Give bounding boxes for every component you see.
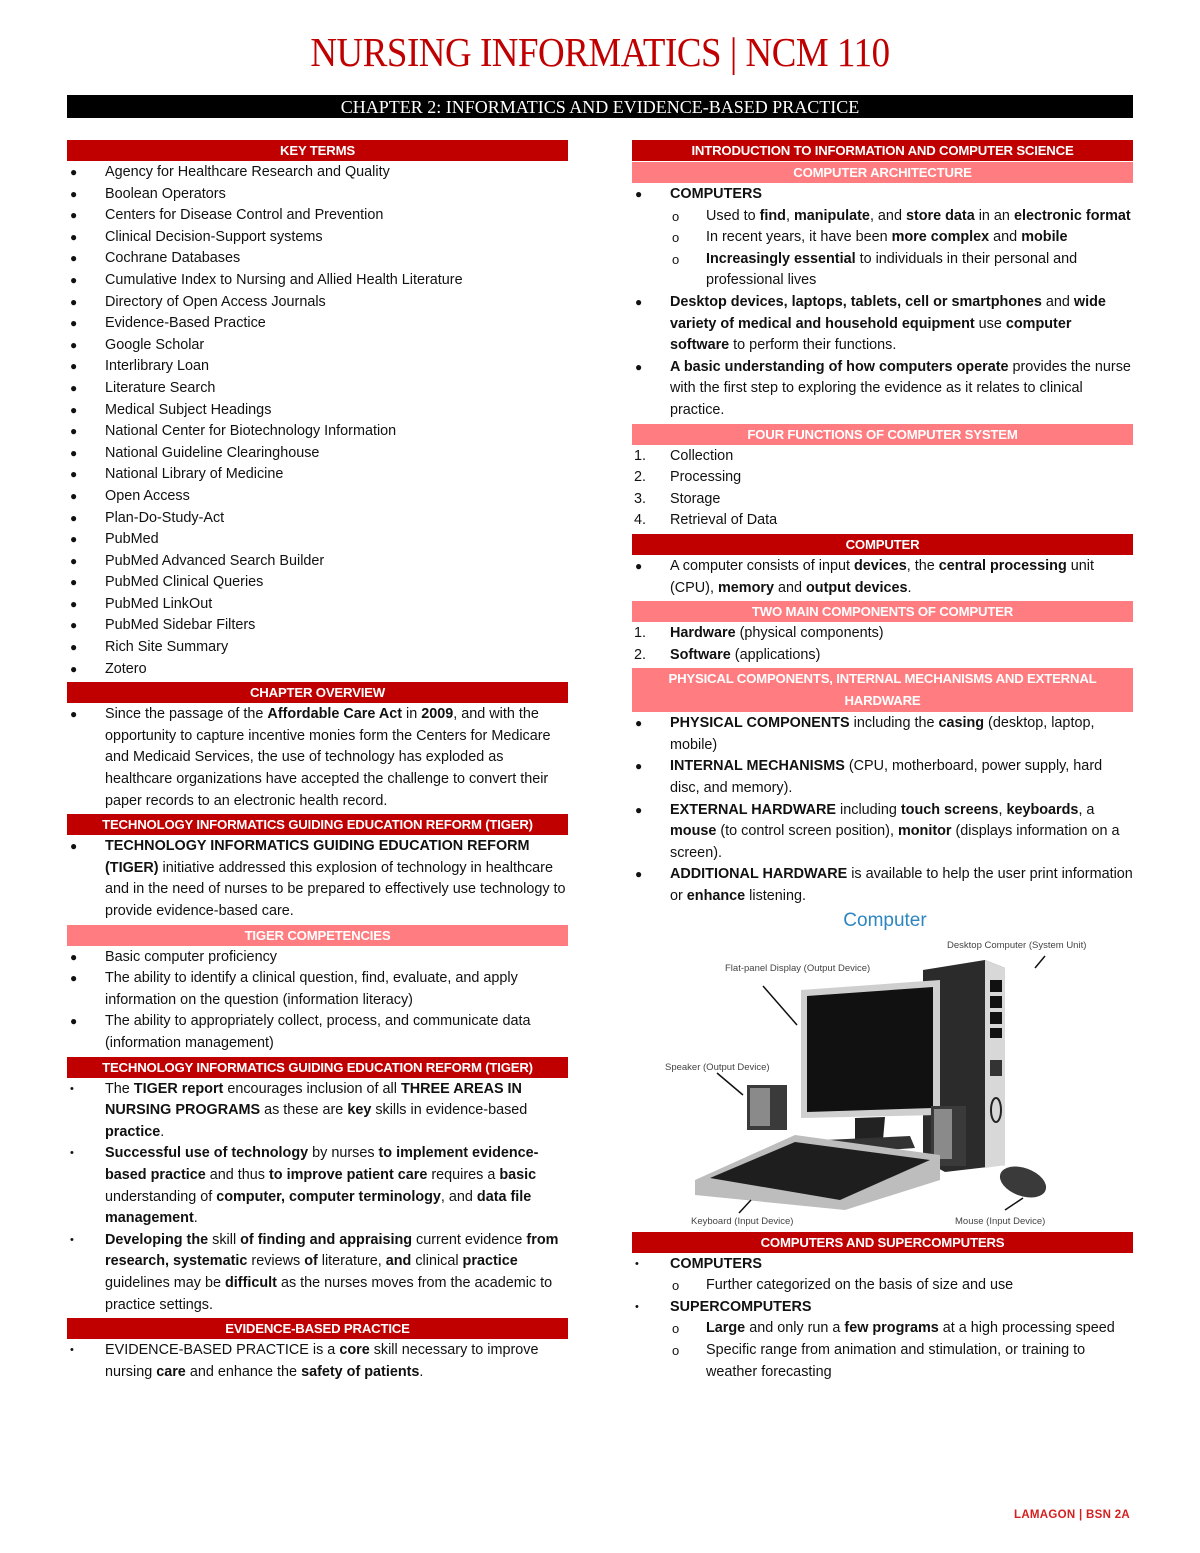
- bullet-icon: ●: [635, 867, 643, 882]
- list-item: 1. Collection: [634, 447, 734, 464]
- sub-list-item: o Large and only run a few programs at a high processing speed: [632, 1318, 1133, 1340]
- bullet-icon: ●: [635, 759, 643, 774]
- bullet-icon: •: [70, 1147, 74, 1160]
- bullet-icon: ●: [70, 707, 78, 722]
- tiger-header: TECHNOLOGY INFORMATICS GUIDING EDUCATION REFORM (TIGER): [67, 814, 568, 835]
- bullet-icon: ●: [635, 359, 643, 374]
- physical-components-header: PHYSICAL COMPONENTS, INTERNAL MECHANISMS AND EXTERNAL HARDWARE: [632, 668, 1133, 712]
- list-item: • Developing the skill of finding and appraising current evidence from research, systematic reviews of literature, and clinical practice guidelines may be difficult as the nurses moves from the academic to practice settings.: [70, 1231, 559, 1313]
- list-item: ● EXTERNAL HARDWARE including touch screens, keyboards, a mouse (to control screen position), monitor (displays information on a screen).: [635, 801, 1120, 861]
- key-term-item: ● Literature Search: [67, 378, 568, 400]
- mouse-label: Mouse (Input Device): [955, 1215, 1046, 1227]
- key-terms-header: KEY TERMS: [67, 140, 568, 161]
- key-term-item: ● PubMed Advanced Search Builder: [67, 551, 568, 573]
- bullet-icon: ●: [70, 1014, 78, 1029]
- key-terms-list: [67, 162, 568, 680]
- key-term-item: ● PubMed: [67, 529, 568, 551]
- bullet-icon: ●: [70, 839, 78, 854]
- tiger-report-list: [67, 1079, 568, 1317]
- list-item: ● PHYSICAL COMPONENTS including the casing (desktop, laptop, mobile): [635, 715, 1095, 753]
- bullet-icon: ●: [70, 272, 78, 287]
- chapter-overview-list: [67, 704, 568, 812]
- figure-title: Computer: [843, 909, 927, 931]
- bullet-icon: ●: [70, 316, 78, 331]
- computer-header: COMPUTER: [632, 534, 1133, 555]
- list-item: ● COMPUTERS: [632, 184, 1133, 206]
- bullet-icon: ●: [70, 337, 78, 352]
- chapter-overview-header: CHAPTER OVERVIEW: [67, 682, 568, 703]
- key-term-item: ● Centers for Disease Control and Prevention: [67, 205, 568, 227]
- list-item: ● The ability to identify a clinical question, find, evaluate, and apply information on the question (information literacy): [70, 970, 518, 1008]
- bullet-icon: ●: [70, 971, 78, 986]
- computer-architecture-list: [632, 184, 1133, 422]
- key-term-item: ● Medical Subject Headings: [67, 400, 568, 422]
- circle-bullet-icon: o: [672, 208, 680, 224]
- four-functions-list: [632, 446, 1133, 532]
- circle-bullet-icon: o: [672, 1343, 680, 1358]
- list-item: ● Desktop devices, laptops, tablets, cell or smartphones and wide variety of medical and household equipment use computer software to perform their functions.: [635, 293, 1106, 354]
- computer-diagram: [655, 910, 1115, 1228]
- list-item: • COMPUTERS: [632, 1254, 1133, 1276]
- bullet-icon: ●: [70, 208, 78, 223]
- evidence-based-practice-list: [67, 1340, 568, 1383]
- four-functions-header: FOUR FUNCTIONS OF COMPUTER SYSTEM: [632, 424, 1133, 445]
- tiger-report-header: TECHNOLOGY INFORMATICS GUIDING EDUCATION REFORM (TIGER): [67, 1057, 568, 1078]
- list-item: 2. Processing: [634, 469, 742, 486]
- list-item: ● INTERNAL MECHANISMS (CPU, motherboard, power supply, hard disc, and memory).: [635, 758, 1103, 797]
- bullet-icon: •: [70, 1233, 74, 1246]
- two-components-list: [632, 623, 1133, 666]
- key-term-item: ● PubMed Sidebar Filters: [67, 615, 568, 637]
- list-item: 2. Software (applications): [634, 646, 821, 663]
- key-term-item: ● Plan-Do-Study-Act: [67, 508, 568, 530]
- key-term-item: ● Boolean Operators: [67, 184, 568, 206]
- keyboard-label: Keyboard (Input Device): [691, 1215, 794, 1227]
- key-term-item: ● National Center for Biotechnology Information: [67, 421, 568, 443]
- key-term-item: ● Clinical Decision-Support systems: [67, 227, 568, 249]
- key-term-item: ● National Library of Medicine: [67, 464, 568, 486]
- tiger-list: [67, 836, 568, 922]
- bullet-icon: •: [635, 1300, 639, 1313]
- bullet-icon: ●: [70, 402, 78, 417]
- key-term-item: ● PubMed LinkOut: [67, 594, 568, 616]
- bullet-icon: ●: [70, 532, 78, 547]
- circle-bullet-icon: o: [672, 230, 680, 246]
- list-item: 4. Retrieval of Data: [634, 512, 778, 529]
- key-term-item: ● Cumulative Index to Nursing and Allied Health Literature: [67, 270, 568, 292]
- physical-components-list: [632, 713, 1133, 907]
- key-term-item: ● Open Access: [67, 486, 568, 508]
- footer-author: LAMAGON | BSN 2A: [1014, 1509, 1130, 1521]
- bullet-icon: ●: [70, 294, 78, 309]
- bullet-icon: ●: [635, 716, 643, 731]
- circle-bullet-icon: o: [672, 1278, 680, 1294]
- bullet-icon: •: [635, 1257, 639, 1270]
- circle-bullet-icon: o: [672, 251, 680, 267]
- bullet-icon: ●: [70, 445, 78, 460]
- key-term-item: ● National Guideline Clearinghouse: [67, 443, 568, 465]
- bullet-icon: ●: [70, 510, 78, 525]
- bullet-icon: ●: [70, 553, 78, 568]
- supercomputers-list: [632, 1254, 1133, 1384]
- sub-list-item: o Specific range from animation and stimulation, or training to weather forecasting: [672, 1342, 1086, 1380]
- key-term-item: ● Agency for Healthcare Research and Quality: [67, 162, 568, 184]
- list-item: ● The ability to appropriately collect, process, and communicate data (information management): [70, 1013, 531, 1051]
- key-term-item: ● PubMed Clinical Queries: [67, 572, 568, 594]
- sub-list-item: o Increasingly essential to individuals in their personal and professional lives: [672, 250, 1078, 289]
- bullet-icon: ●: [70, 186, 78, 201]
- list-item: ● Basic computer proficiency: [67, 947, 568, 969]
- sub-list-item: o In recent years, it have been more complex and mobile: [632, 227, 1133, 249]
- bullet-icon: ●: [70, 380, 78, 395]
- list-item: • The TIGER report encourages inclusion of all THREE AREAS IN NURSING PROGRAMS as these are key skills in evidence-based practice.: [70, 1080, 528, 1140]
- bullet-icon: ●: [635, 802, 643, 817]
- bullet-icon: ●: [70, 661, 78, 676]
- bullet-icon: ●: [70, 251, 78, 266]
- bullet-icon: ●: [635, 294, 643, 309]
- tiger-competencies-header: TIGER COMPETENCIES: [67, 925, 568, 946]
- bullet-icon: ●: [70, 949, 78, 964]
- circle-bullet-icon: o: [672, 1321, 680, 1337]
- page-title: NURSING INFORMATICS | NCM 110: [310, 29, 890, 75]
- sub-list-item: o Further categorized on the basis of size and use: [632, 1275, 1133, 1297]
- bullet-icon: ●: [70, 359, 78, 374]
- computer-list: [632, 556, 1133, 599]
- list-item: ● Since the passage of the Affordable Care Act in 2009, and with the opportunity to capture incentive monies form the Centers for Medicare and Medicaid Services, the use of technology has exploded as healthcare organizations have accepted the challenge to convert their paper records to an electronic health record.: [70, 706, 551, 809]
- list-item: ● A basic understanding of how computers operate provides the nurse with the first step to exploring the evidence as it relates to clinical practice.: [635, 358, 1131, 418]
- list-item: • SUPERCOMPUTERS: [632, 1297, 1133, 1319]
- list-item: 3. Storage: [634, 490, 721, 507]
- key-term-item: ● Zotero: [67, 659, 568, 681]
- bullet-icon: ●: [70, 424, 78, 439]
- bullet-icon: ●: [70, 596, 78, 611]
- bullet-icon: ●: [70, 165, 78, 179]
- display-label: Flat-panel Display (Output Device): [725, 962, 871, 974]
- list-item: ● A computer consists of input devices, the central processing unit (CPU), memory and output devices.: [635, 557, 1094, 596]
- system-unit-label: Desktop Computer (System Unit): [947, 939, 1087, 951]
- bullet-icon: ●: [635, 187, 643, 201]
- supercomputers-header: COMPUTERS AND SUPERCOMPUTERS: [632, 1232, 1133, 1253]
- bullet-icon: ●: [635, 558, 643, 573]
- bullet-icon: ●: [70, 575, 78, 590]
- tiger-competencies-list: [67, 947, 568, 1055]
- key-term-item: ● Cochrane Databases: [67, 248, 568, 270]
- two-components-header: TWO MAIN COMPONENTS OF COMPUTER: [632, 601, 1133, 622]
- evidence-based-practice-header: EVIDENCE-BASED PRACTICE: [67, 1318, 568, 1339]
- bullet-icon: ●: [70, 618, 78, 633]
- key-term-item: ● Evidence-Based Practice: [67, 313, 568, 335]
- bullet-icon: ●: [70, 467, 78, 482]
- key-term-item: ● Google Scholar: [67, 335, 568, 357]
- chapter-title-bar: CHAPTER 2: INFORMATICS AND EVIDENCE-BASED PRACTICE: [67, 95, 1133, 118]
- intro-header: INTRODUCTION TO INFORMATION AND COMPUTER SCIENCE: [632, 140, 1133, 161]
- key-term-item: ● Rich Site Summary: [67, 637, 568, 659]
- sub-list-item: o Used to find, manipulate, and store data in an electronic format: [632, 206, 1133, 228]
- list-item: • Successful use of technology by nurses to implement evidence-based practice and thus to improve patient care requires a basic understanding of computer, computer terminology, and data file management.: [70, 1145, 539, 1227]
- bullet-icon: •: [70, 1344, 74, 1357]
- list-item: ● ADDITIONAL HARDWARE is available to help the user print information or enhance listening.: [635, 866, 1133, 905]
- speaker-label: Speaker (Output Device): [665, 1061, 770, 1073]
- bullet-icon: ●: [70, 488, 78, 503]
- right-column: [632, 140, 1133, 1385]
- bullet-icon: •: [70, 1082, 74, 1095]
- key-term-item: ● Interlibrary Loan: [67, 356, 568, 378]
- left-column: [67, 140, 568, 1385]
- bullet-icon: ●: [70, 640, 78, 655]
- bullet-icon: ●: [70, 229, 78, 244]
- computer-architecture-header: COMPUTER ARCHITECTURE: [632, 162, 1133, 183]
- list-item: 1. Hardware (physical components): [634, 625, 884, 642]
- list-item: • EVIDENCE-BASED PRACTICE is a core skill necessary to improve nursing care and enhance the safety of patients.: [70, 1342, 539, 1380]
- key-term-item: ● Directory of Open Access Journals: [67, 292, 568, 314]
- list-item: ● TECHNOLOGY INFORMATICS GUIDING EDUCATION REFORM (TIGER) initiative addressed this explosion of technology in healthcare and in the need of nurses to be prepared to effectively use technology to provide evidence-based care.: [70, 838, 566, 919]
